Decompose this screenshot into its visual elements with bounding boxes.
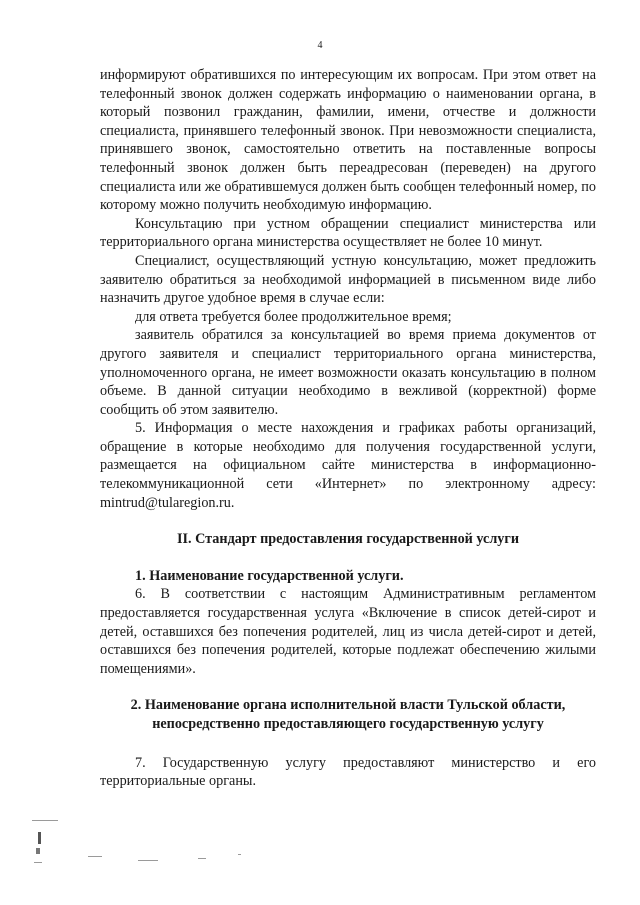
document-body	[100, 66, 596, 791]
scan-mark	[38, 832, 41, 844]
paragraph: Специалист, осуществляющий устную консультацию, может предложить заявителю обратиться за необходимой информацией в письменном виде либо назначить другое удобное время в случае если:	[100, 252, 596, 307]
subsection-title-line: непосредственно предоставляющего государственную услугу	[152, 716, 544, 732]
paragraph: 6. В соответствии с настоящим Административным регламентом предоставляется государственная услуга «Включение в список детей-сирот и детей, оставшихся без попечения родителей, лиц из числа детей-сирот и детей, оставшихся без попечения родителей, которые подлежат обеспечению жилыми помещениями».	[100, 586, 596, 677]
scan-mark	[36, 848, 40, 854]
scan-mark	[198, 858, 206, 859]
scan-mark	[34, 862, 42, 863]
scan-mark	[32, 820, 58, 821]
scan-artifacts	[28, 818, 268, 878]
section-title: II. Стандарт предоставления государственной услуги	[176, 531, 520, 548]
paragraph: 5. Информация о месте нахождения и графиках работы организаций, обращение в которые необходимо для получения государственной услуги, размещается на официальном сайте министерства в информационно-телекоммуникационной сети «Интернет» по электронному адресу: mintrud@tularegion.ru.	[100, 420, 596, 511]
scan-mark	[88, 856, 102, 857]
scan-mark	[138, 860, 158, 861]
subsection-title	[100, 696, 596, 733]
paragraph: заявитель обратился за консультацией во время приема документов от другого заявителя и специалист территориального органа министерства, уполномоченного органа, не имеет возможности оказать консультацию в полном объеме. В данной ситуации необходимо в вежливой (корректной) форме сообщить об этом заявителю.	[100, 327, 596, 418]
paragraph: информируют обратившихся по интересующим их вопросам. При этом ответ на телефонный звонок должен содержать информацию о наименовании органа, в который позвонил гражданин, фамилии, имени, отчестве и должности специалиста, принявшего телефонный звонок. При невозможности специалиста, принявшего звонок, самостоятельно ответить на поставленные вопросы телефонный звонок должен быть переадресован (переведен) на другого специалиста или же обратившемуся должен быть сообщен телефонный номер, по которому можно получить необходимую информацию.	[100, 67, 596, 214]
scan-mark	[238, 854, 241, 855]
subsection-title-line: 2. Наименование органа исполнительной власти Тульской области,	[130, 697, 566, 714]
paragraph: для ответа требуется более продолжительное время;	[135, 308, 452, 325]
page-number: 4	[317, 40, 323, 51]
subsection-title: 1. Наименование государственной услуги.	[135, 567, 404, 584]
paragraph: 7. Государственную услугу предоставляют министерство и его территориальные органы.	[100, 754, 596, 790]
paragraph: Консультацию при устном обращении специалист министерства или территориального органа министерства осуществляет не более 10 минут.	[100, 215, 596, 251]
